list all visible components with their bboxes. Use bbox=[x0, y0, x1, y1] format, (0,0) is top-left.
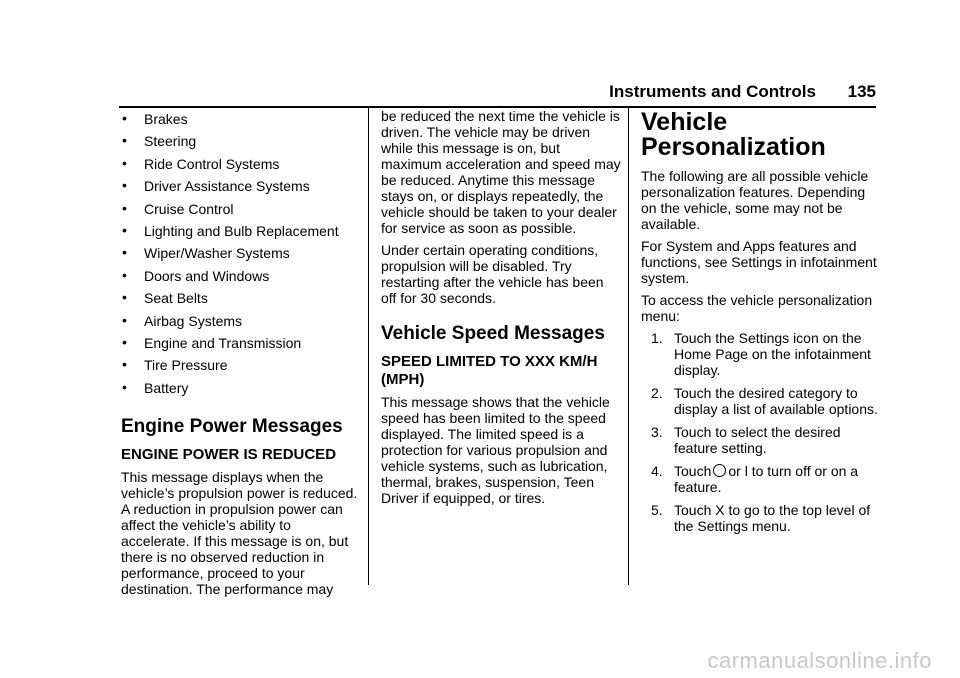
watermark-text: carmanualsonline.info bbox=[707, 648, 932, 673]
bullet-dot-icon: • bbox=[122, 311, 127, 328]
bullet-item bbox=[121, 153, 361, 175]
bullet-item bbox=[121, 175, 361, 197]
engine-power-subheading: ENGINE POWER IS REDUCED bbox=[121, 446, 337, 464]
paragraph-propulsion: Under certain operating conditions, propulsion will be disabled. Try restarting after the vehicle has been off for 30 seconds. bbox=[381, 242, 604, 306]
step-2 bbox=[641, 385, 881, 417]
step-3 bbox=[641, 424, 881, 456]
engine-power-paragraph: This message displays when the vehicle’s propulsion power is reduced. A reduction in propulsion power can affect the vehicle’s ability to accelerate. If this message is on, but there is no observed reduction in performance, proceed to your destination. The performance may bbox=[121, 469, 358, 598]
bullet-text: Driver Assistance Systems bbox=[144, 178, 310, 195]
bullet-dot-icon: • bbox=[122, 221, 127, 238]
bullet-item bbox=[121, 377, 361, 399]
step-text: Touch to select the desired feature setting. bbox=[674, 424, 841, 456]
bullet-dot-icon: • bbox=[122, 333, 127, 350]
bullet-text: Seat Belts bbox=[144, 290, 208, 307]
bullet-dot-icon: • bbox=[122, 378, 127, 395]
power-off-icon bbox=[713, 464, 726, 477]
bullet-dot-icon: • bbox=[122, 132, 127, 149]
step-5 bbox=[641, 502, 881, 534]
bullet-text: Steering bbox=[144, 133, 197, 150]
column-divider-2 bbox=[628, 108, 629, 585]
personalization-heading: Vehicle Personalization bbox=[641, 108, 826, 161]
section-title: Instruments and Controls bbox=[609, 82, 816, 101]
bullet-item bbox=[121, 287, 361, 309]
bullet-dot-icon: • bbox=[122, 356, 127, 373]
step-text: Touch X to go to the top level of the Settings menu. bbox=[674, 502, 871, 534]
bullet-item bbox=[121, 354, 361, 376]
page-header bbox=[119, 78, 876, 108]
bullet-text: Engine and Transmission bbox=[144, 334, 302, 351]
bullet-item bbox=[121, 108, 361, 130]
bullet-item bbox=[121, 220, 361, 242]
bullet-text: Lighting and Bulb Replacement bbox=[144, 222, 339, 239]
bullet-item bbox=[121, 310, 361, 332]
bullet-text: Ride Control Systems bbox=[144, 155, 280, 172]
step-text-before: Touch bbox=[674, 463, 712, 479]
bullet-item bbox=[121, 130, 361, 152]
bullet-dot-icon: • bbox=[122, 199, 127, 216]
step-text: Touch the desired category to display a list of available options. bbox=[674, 385, 878, 417]
bullet-text: Cruise Control bbox=[144, 200, 234, 217]
step-4 bbox=[641, 463, 881, 495]
bullet-text: Doors and Windows bbox=[144, 267, 270, 284]
step-number: 1. bbox=[651, 330, 663, 346]
page-number: 135 bbox=[847, 82, 876, 101]
bullet-dot-icon: • bbox=[122, 110, 127, 126]
bullet-dot-icon: • bbox=[122, 266, 127, 283]
speed-limited-paragraph: This message shows that the vehicle speed has been limited to the speed displayed. The limited speed is a protection for various propulsion and vehicle systems, such as lubrication, thermal, brakes, suspension, Teen Driver if equipped, or tires. bbox=[381, 394, 610, 506]
step-number: 3. bbox=[651, 424, 663, 440]
bullet-text: Wiper/Washer Systems bbox=[144, 245, 290, 262]
column-divider-1 bbox=[368, 108, 369, 585]
column-3 bbox=[641, 108, 881, 541]
bullet-list bbox=[121, 108, 361, 399]
personalization-intro: The following are all possible vehicle personalization features. Depending on the vehicle, some may not be available. bbox=[641, 168, 869, 232]
step-number: 4. bbox=[651, 463, 663, 479]
paragraph-continued: be reduced the next time the vehicle is driven. The vehicle may be driven while this message is on, but maximum acceleration and speed may be reduced. Anytime this message stays on, or displays repeatedly, the vehicle should be taken to your dealer for service as soon as possible. bbox=[381, 108, 621, 236]
bullet-text: Airbag Systems bbox=[144, 312, 243, 329]
speed-messages-heading: Vehicle Speed Messages bbox=[381, 323, 605, 344]
bullet-dot-icon: • bbox=[122, 289, 127, 306]
step-1 bbox=[641, 330, 881, 378]
column-2 bbox=[381, 108, 621, 512]
step-number: 5. bbox=[651, 502, 663, 518]
speed-limited-subheading: SPEED LIMITED TO XXX KM/H (MPH) bbox=[381, 353, 598, 388]
access-menu-paragraph: To access the vehicle personalization menu: bbox=[641, 292, 873, 324]
bullet-dot-icon: • bbox=[122, 154, 127, 171]
engine-power-heading: Engine Power Messages bbox=[121, 416, 343, 438]
bullet-item bbox=[121, 198, 361, 220]
step-number: 2. bbox=[651, 385, 663, 401]
bullet-dot-icon: • bbox=[122, 244, 127, 261]
column-1 bbox=[121, 108, 361, 603]
steps-list bbox=[641, 330, 881, 534]
bullet-text: Battery bbox=[144, 379, 189, 396]
system-apps-paragraph: For System and Apps features and functions, see Settings in infotainment system. bbox=[641, 238, 877, 286]
bullet-item bbox=[121, 265, 361, 287]
step-text: Touch the Settings icon on the Home Page on the infotainment display. bbox=[674, 330, 871, 378]
bullet-text: Tire Pressure bbox=[144, 357, 228, 374]
bullet-dot-icon: • bbox=[122, 177, 127, 194]
step-text-after: or l to turn off or on a feature. bbox=[674, 463, 859, 495]
bullet-item bbox=[121, 242, 361, 264]
bullet-item bbox=[121, 332, 361, 354]
bullet-text: Brakes bbox=[144, 111, 188, 127]
